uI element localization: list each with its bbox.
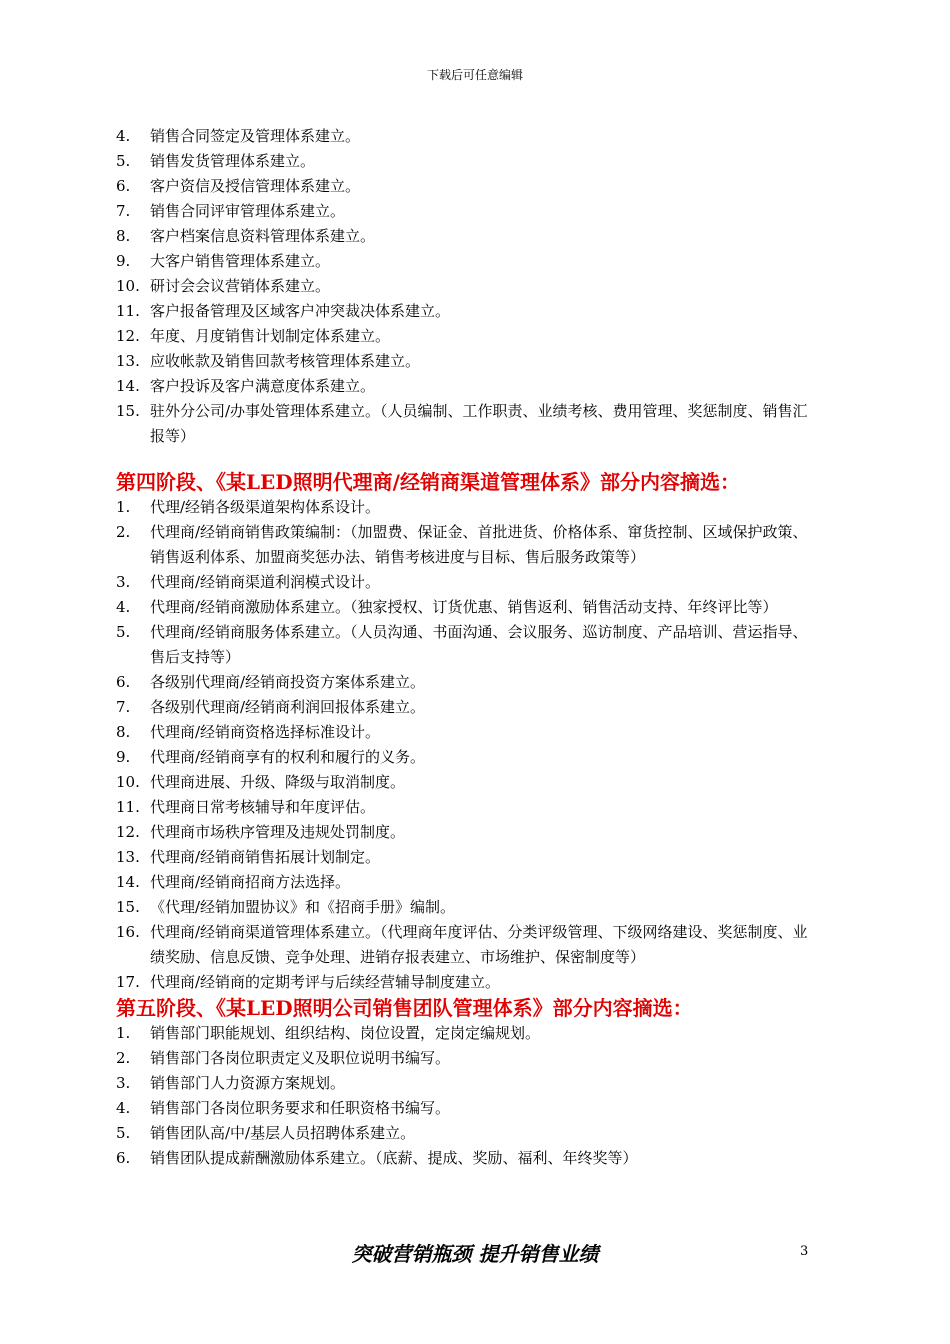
list-item: [116, 870, 816, 895]
list-item-number: 14.: [116, 873, 140, 891]
list-item: [116, 224, 816, 249]
list-channel-management: [116, 495, 816, 995]
list-item-text: 代理商/经销商激励体系建立。（独家授权、订货优惠、销售返利、销售活动支持、年终评比等）: [150, 598, 778, 616]
list-item: [116, 970, 816, 995]
list-item-number: 12.: [116, 823, 140, 841]
list-item-text: 销售合同签定及管理体系建立。: [150, 127, 361, 145]
list-item-number: 6.: [116, 177, 131, 195]
list-item-number: 15.: [116, 898, 140, 916]
list-item: [116, 249, 816, 274]
list-item-number: 6.: [116, 1149, 131, 1167]
list-item-number: 3.: [116, 1074, 131, 1092]
list-item-text: 代理商/经销商享有的权利和履行的义务。: [150, 748, 426, 766]
section-5-title: 第五阶段、《某LED照明公司销售团队管理体系》部分内容摘选：: [116, 996, 693, 1020]
list-item-number: 12.: [116, 327, 140, 345]
list-item-text: 代理商/经销商招商方法选择。: [150, 873, 351, 891]
list-item-number: 10.: [116, 773, 140, 791]
list-item-text: 代理商/经销商服务体系建立。（人员沟通、书面沟通、会议服务、巡访制度、产品培训、营运指导、售后支持等）: [150, 623, 808, 666]
list-item-number: 9.: [116, 748, 131, 766]
list-item-text: 代理商/经销商资格选择标准设计。: [150, 723, 381, 741]
list-item: [116, 745, 816, 770]
list-item-text: 销售部门各岗位职责定义及职位说明书编写。: [150, 1049, 451, 1067]
list-item-text: 代理商进展、升级、降级与取消制度。: [150, 773, 406, 791]
list-item-text: 销售发货管理体系建立。: [150, 152, 316, 170]
list-item-text: 客户资信及授信管理体系建立。: [150, 177, 361, 195]
list-item: [116, 670, 816, 695]
list-item-text: 驻外分公司/办事处管理体系建立。（人员编制、工作职责、业绩考核、费用管理、奖惩制度、销售汇报等）: [150, 402, 808, 445]
list-item-text: 代理商/经销商销售政策编制：（加盟费、保证金、首批进货、价格体系、窜货控制、区域保护政策、销售返利体系、加盟商奖惩办法、销售考核进度与目标、售后服务政策等）: [150, 523, 808, 566]
list-item-text: 大客户销售管理体系建立。: [150, 252, 331, 270]
list-item-text: 代理商/经销商渠道利润模式设计。: [150, 573, 381, 591]
list-item-number: 14.: [116, 377, 140, 395]
list-item: [116, 570, 816, 595]
list-item-number: 13.: [116, 848, 140, 866]
document-body: [116, 124, 816, 1171]
list-item-text: 代理商日常考核辅导和年度评估。: [150, 798, 376, 816]
list-item-number: 7.: [116, 698, 131, 716]
page-header: 下载后可任意编辑: [426, 68, 523, 82]
list-item: [116, 124, 816, 149]
list-item: [116, 720, 816, 745]
list-item: [116, 1121, 816, 1146]
list-item-text: 客户报备管理及区域客户冲突裁决体系建立。: [150, 302, 451, 320]
list-item-number: 15.: [116, 402, 140, 420]
list-item-number: 5.: [116, 623, 131, 641]
list-item: [116, 920, 816, 970]
list-item-number: 2.: [116, 1049, 131, 1067]
list-item: [116, 399, 816, 449]
list-item-number: 16.: [116, 923, 140, 941]
list-item-number: 7.: [116, 202, 131, 220]
list-item: [116, 595, 816, 620]
list-item-text: 销售部门各岗位职务要求和任职资格书编写。: [150, 1099, 451, 1117]
list-item-text: 研讨会会议营销体系建立。: [150, 277, 331, 295]
page-number: 3: [800, 1244, 809, 1259]
list-item-text: 各级别代理商/经销商利润回报体系建立。: [150, 698, 426, 716]
list-item: [116, 199, 816, 224]
list-item: [116, 324, 816, 349]
list-item-text: 代理商市场秩序管理及违规处罚制度。: [150, 823, 406, 841]
list-item-text: 销售团队提成薪酬激励体系建立。（底薪、提成、奖励、福利、年终奖等）: [150, 1149, 638, 1167]
list-item: [116, 1096, 816, 1121]
list-item-number: 11.: [116, 798, 140, 816]
list-item-number: 11.: [116, 302, 140, 320]
list-item-number: 3.: [116, 573, 131, 591]
list-item-number: 8.: [116, 723, 131, 741]
list-item-number: 1.: [116, 498, 131, 516]
page-footer-slogan: 突破营销瓶颈 提升销售业绩: [351, 1242, 599, 1266]
list-item: [116, 299, 816, 324]
list-item-text: 销售合同评审管理体系建立。: [150, 202, 346, 220]
list-item-number: 4.: [116, 127, 131, 145]
list-item: [116, 1071, 816, 1096]
list-item-text: 代理商/经销商的定期考评与后续经营辅导制度建立。: [150, 973, 501, 991]
list-item-text: 代理/经销各级渠道架构体系设计。: [150, 498, 381, 516]
list-item-number: 5.: [116, 1124, 131, 1142]
list-item: [116, 495, 816, 520]
list-item-text: 应收帐款及销售回款考核管理体系建立。: [150, 352, 421, 370]
list-item: [116, 1021, 816, 1046]
list-item: [116, 274, 816, 299]
list-item: [116, 895, 816, 920]
list-sales-systems: [116, 124, 816, 449]
list-item-number: 10.: [116, 277, 140, 295]
list-item: [116, 1146, 816, 1171]
list-item-number: 13.: [116, 352, 140, 370]
list-item-text: 销售部门职能规划、组织结构、岗位设置，定岗定编规划。: [150, 1024, 541, 1042]
list-item-number: 5.: [116, 152, 131, 170]
list-item: [116, 174, 816, 199]
list-item-text: 客户档案信息资料管理体系建立。: [150, 227, 376, 245]
list-item-number: 17.: [116, 973, 140, 991]
section-4-title: 第四阶段、《某LED照明代理商/经销商渠道管理体系》部分内容摘选：: [116, 470, 740, 494]
list-item-number: 9.: [116, 252, 131, 270]
list-item-number: 6.: [116, 673, 131, 691]
list-item: [116, 149, 816, 174]
list-item: [116, 620, 816, 670]
list-item-number: 8.: [116, 227, 131, 245]
list-item-text: 销售部门人力资源方案规划。: [150, 1074, 346, 1092]
list-item-number: 1.: [116, 1024, 131, 1042]
list-item: [116, 770, 816, 795]
list-item-text: 销售团队高/中/基层人员招聘体系建立。: [150, 1124, 416, 1142]
list-item-text: 《代理/经销加盟协议》和《招商手册》编制。: [150, 898, 456, 916]
list-item: [116, 1046, 816, 1071]
list-item-text: 年度、月度销售计划制定体系建立。: [150, 327, 391, 345]
list-item: [116, 349, 816, 374]
list-item: [116, 695, 816, 720]
list-item-text: 代理商/经销商销售拓展计划制定。: [150, 848, 381, 866]
list-team-management: [116, 1021, 816, 1171]
list-item: [116, 820, 816, 845]
list-item-text: 各级别代理商/经销商投资方案体系建立。: [150, 673, 426, 691]
list-item: [116, 795, 816, 820]
list-item-number: 4.: [116, 1099, 131, 1117]
list-item-text: 客户投诉及客户满意度体系建立。: [150, 377, 376, 395]
list-item-number: 2.: [116, 523, 131, 541]
list-item-number: 4.: [116, 598, 131, 616]
list-item: [116, 845, 816, 870]
list-item-text: 代理商/经销商渠道管理体系建立。（代理商年度评估、分类评级管理、下级网络建设、奖惩制度、业绩奖励、信息反馈、竞争处理、进销存报表建立、市场维护、保密制度等）: [150, 923, 808, 966]
list-item: [116, 520, 816, 570]
list-item: [116, 374, 816, 399]
